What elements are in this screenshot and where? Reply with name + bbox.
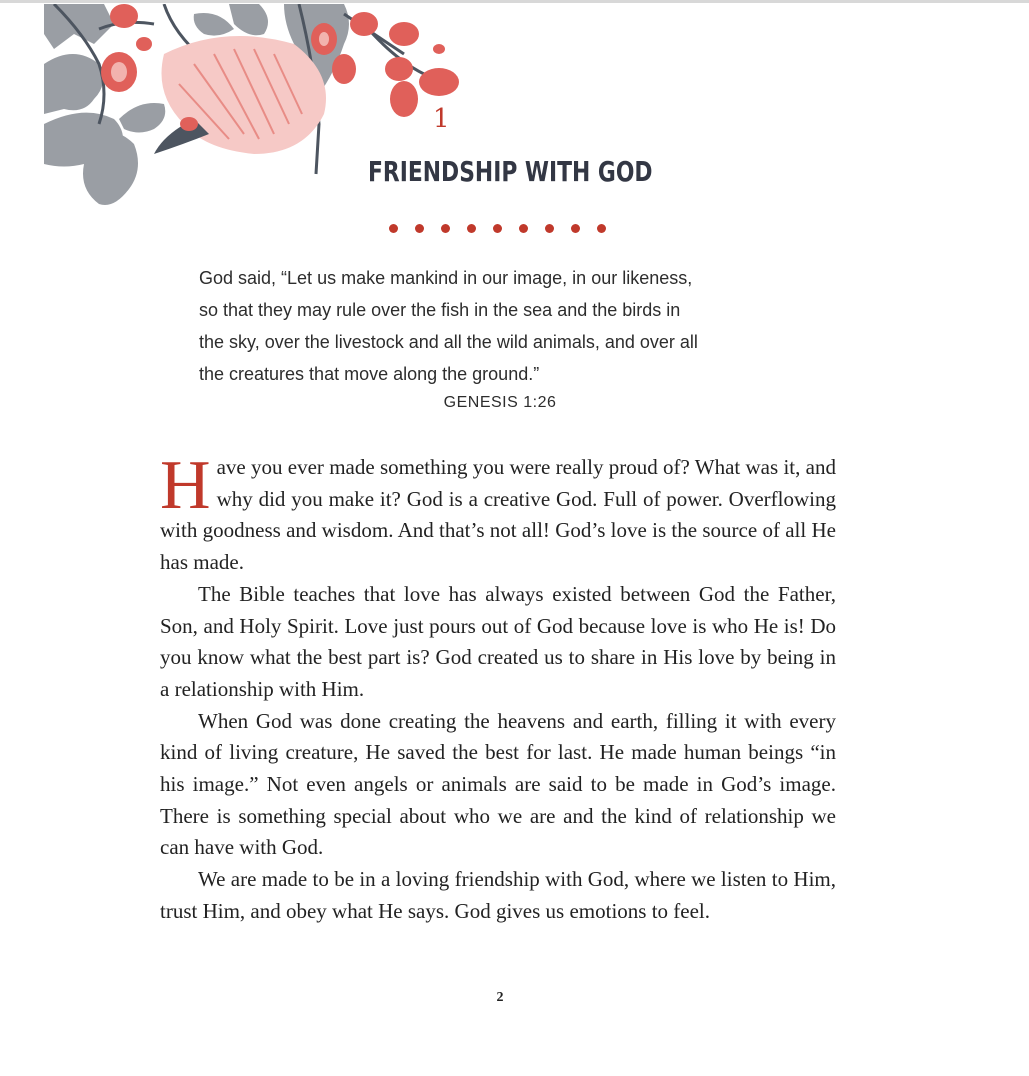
body-paragraph: We are made to be in a loving friendship with God, where we listen to Him, trust Him, and obey what He says. God gives us emotions to feel.	[160, 867, 836, 923]
divider-dot	[597, 224, 606, 233]
paragraph-text: ave you ever made something you were really proud of? What was it, and why did you make it? God is a creative God. Full of power. Overflowing with goodness and wisdom. And that’s not all! God’s love is the source of all He has made.	[160, 455, 836, 575]
divider-dot	[441, 224, 450, 233]
divider-dot	[519, 224, 528, 233]
drop-cap: H	[160, 447, 211, 524]
dotted-divider	[389, 224, 623, 233]
chapter-number: 1	[433, 104, 450, 134]
top-border	[0, 0, 1029, 3]
divider-dot	[571, 224, 580, 233]
divider-dot	[467, 224, 476, 233]
body-paragraph	[160, 447, 836, 579]
divider-dot	[545, 224, 554, 233]
divider-dot	[415, 224, 424, 233]
epigraph-reference: GENESIS 1:26	[443, 394, 557, 411]
body-paragraph: When God was done creating the heavens and earth, filling it with every kind of living creature, He saved the best for last. He made human beings “in his image.” Not even angels or animals are said to be made in God’s image. There is something special about who we are and the kind of relationship we can have with God.	[160, 708, 836, 860]
epigraph-line: the sky, over the livestock and all the wild animals, and over all	[199, 332, 698, 352]
divider-dot	[493, 224, 502, 233]
page-number: 2	[496, 990, 504, 1005]
chapter-title: FRIENDSHIP WITH GOD	[368, 155, 653, 188]
epigraph-line: God said, “Let us make mankind in our image, in our likeness,	[199, 268, 693, 288]
body-paragraph: The Bible teaches that love has always existed between God the Father, Son, and Holy Spirit. Love just pours out of God because love is who He is! Do you know what the best part is? God created us to share in His love by being in a relationship with Him.	[160, 581, 836, 701]
chapter-body	[160, 447, 836, 928]
epigraph-line: the creatures that move along the ground.”	[199, 364, 540, 384]
divider-dot	[389, 224, 398, 233]
epigraph-quote	[199, 262, 829, 390]
epigraph-line: so that they may rule over the fish in the sea and the birds in	[199, 300, 681, 320]
